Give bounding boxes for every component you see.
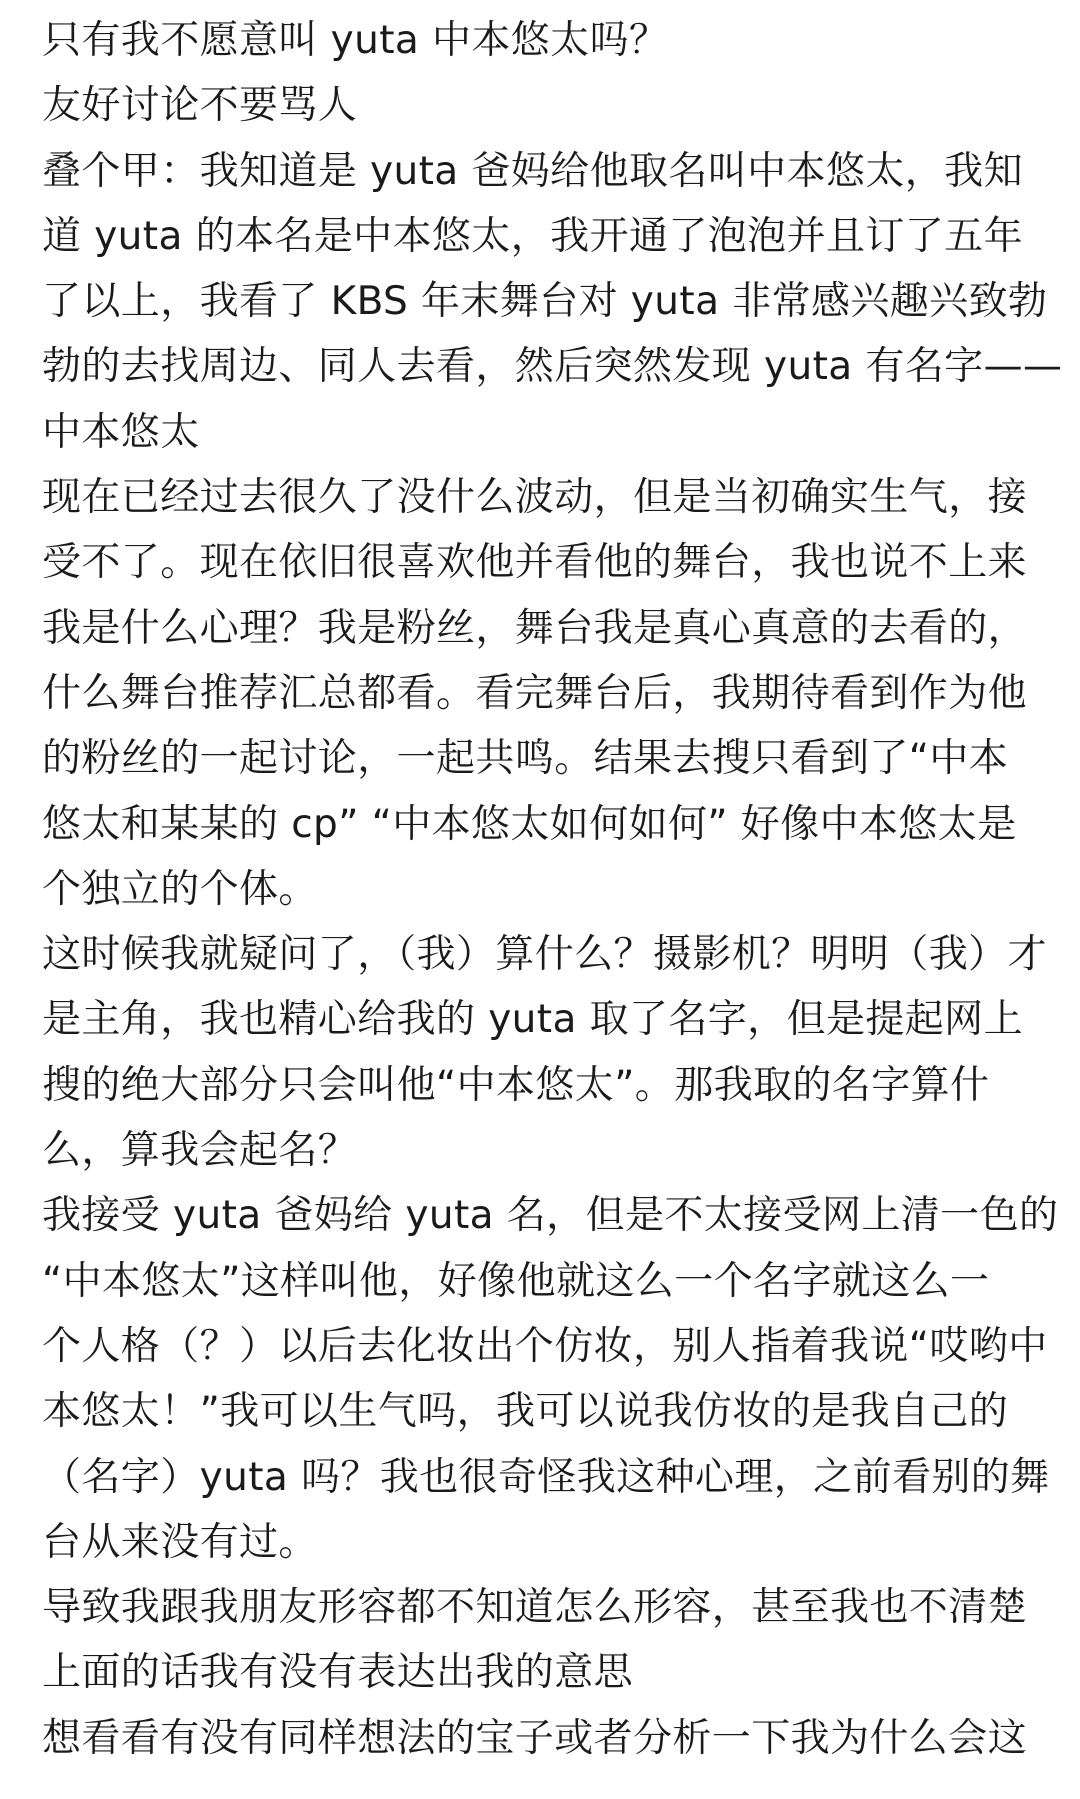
post-text-line: 上面的话我有没有表达出我的意思: [42, 1650, 634, 1696]
post-text-line: 我是什么心理？我是粉丝，舞台我是真心真意的去看的，: [42, 605, 1028, 651]
post-title: 只有我不愿意叫 yuta 中本悠太吗？: [42, 18, 669, 63]
post-text-line: 道 yuta 的本名是中本悠太，我开通了泡泡并且订了五年: [42, 213, 1023, 259]
post-text-line: 导致我跟我朋友形容都不知道怎么形容，甚至我也不清楚: [42, 1585, 1028, 1631]
post-text-line: 台从来没有过。: [42, 1519, 318, 1565]
post-body: [42, 8, 1063, 1771]
post-text-line: 本悠太！”我可以生气吗，我可以说我仿妆的是我自己的: [42, 1389, 1009, 1435]
post-text-line: 么，算我会起名？: [42, 1128, 358, 1174]
post-text-line: 我接受 yuta 爸妈给 yuta 名，但是不太接受网上清一色的: [42, 1193, 1059, 1239]
post-text-line: “中本悠太”这样叫他，好像他就这么一个名字就这么一: [42, 1258, 990, 1304]
post-text-line: 受不了。现在依旧很喜欢他并看他的舞台，我也说不上来: [42, 540, 1028, 586]
post-text-line: 叠个甲：我知道是 yuta 爸妈给他取名叫中本悠太，我知: [42, 148, 1023, 194]
post-text-line: 勃的去找周边、同人去看，然后突然发现 yuta 有名字——: [42, 344, 1063, 390]
post-text-line: 什么舞台推荐汇总都看。看完舞台后，我期待看到作为他: [42, 670, 1028, 716]
post-text-line: 友好讨论不要骂人: [42, 83, 358, 129]
post-text-line: 个人格（？）以后去化妆出个仿妆，别人指着我说“哎哟中: [42, 1323, 1048, 1369]
post-text-line: 了以上，我看了 KBS 年末舞台对 yuta 非常感兴趣兴致勃: [42, 279, 1048, 325]
post-text-line: （名字）yuta 吗？我也很奇怪我这种心理，之前看别的舞: [42, 1454, 1050, 1500]
post-text-line: 现在已经过去很久了没什么波动，但是当初确实生气，接: [42, 475, 1028, 521]
post-text-line: 想看看有没有同样想法的宝子或者分析一下我为什么会这: [42, 1715, 1028, 1761]
post-text-line: 是主角，我也精心给我的 yuta 取了名字，但是提起网上: [42, 997, 1023, 1043]
post-text-line: 的粉丝的一起讨论，一起共鸣。结果去搜只看到了“中本: [42, 736, 1009, 782]
post-text-line: 中本悠太: [42, 409, 200, 455]
post-text-line: 悠太和某某的 cp” “中本悠太如何如何” 好像中本悠太是: [42, 801, 1017, 847]
post-text-line: 这时候我就疑问了，（我）算什么？摄影机？明明（我）才: [42, 932, 1047, 978]
post-text-line: 搜的绝大部分只会叫他“中本悠太”。那我取的名字算什: [42, 1062, 990, 1108]
post-text-line: 个独立的个体。: [42, 866, 318, 912]
